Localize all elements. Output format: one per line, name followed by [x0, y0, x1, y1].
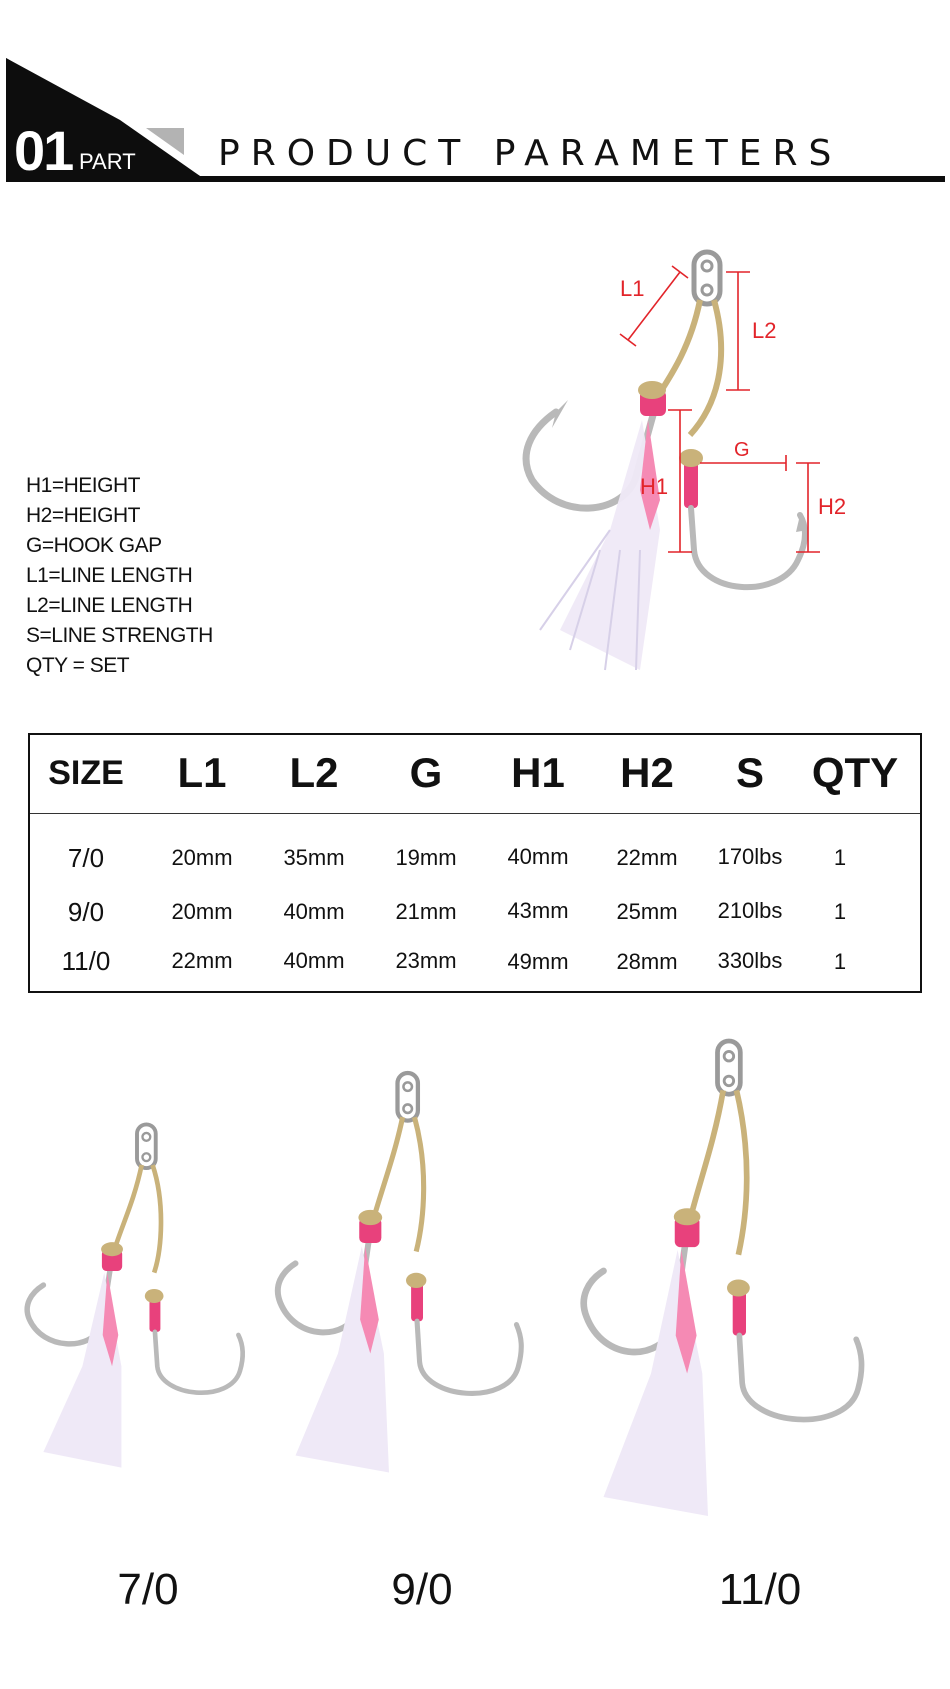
section-part-label: PART — [79, 149, 136, 174]
table-cell: 22mm — [171, 948, 233, 973]
table-header-l2: L2 — [289, 749, 339, 796]
parameter-legend — [26, 471, 213, 681]
table-cell: 43mm — [507, 898, 569, 923]
table-cell: 21mm — [395, 899, 457, 924]
legend-item-h2: H2=HEIGHT — [26, 504, 140, 527]
table-cell: 170lbs — [717, 844, 783, 869]
table-cell: 40mm — [283, 948, 345, 973]
table-cell: 7/0 — [67, 843, 105, 873]
table-cell: 1 — [833, 899, 847, 924]
table-header-size: SIZE — [48, 754, 124, 792]
size-label-11-0: 11/0 — [718, 1565, 802, 1614]
section-title: PRODUCT PARAMETERS — [218, 133, 843, 174]
table-cell: 40mm — [507, 844, 569, 869]
dim-label-h1: H1 — [640, 474, 669, 499]
table-cell: 20mm — [171, 899, 233, 924]
table-cell: 11/0 — [61, 946, 111, 976]
dim-label-l2: L2 — [752, 318, 777, 343]
table-header-qty: QTY — [811, 749, 899, 796]
table-cell: 1 — [833, 949, 847, 974]
table-header-s: S — [735, 749, 764, 796]
table-cell: 210lbs — [717, 898, 783, 923]
legend-item-l2: L2=LINE LENGTH — [26, 594, 193, 617]
hook-illustration-11-0 — [584, 1041, 862, 1516]
table-cell: 9/0 — [67, 897, 105, 927]
table-cell: 40mm — [283, 899, 345, 924]
table-header-h2: H2 — [620, 749, 674, 796]
size-label-9-0: 9/0 — [391, 1565, 453, 1614]
legend-item-h1: H1=HEIGHT — [26, 474, 140, 497]
legend-item-qty: QTY = SET — [26, 654, 130, 677]
table-cell: 22mm — [616, 845, 678, 870]
table-cell: 49mm — [507, 949, 569, 974]
table-cell: 330lbs — [717, 948, 783, 973]
legend-item-s: S=LINE STRENGTH — [26, 624, 213, 647]
dim-label-h2: H2 — [818, 494, 847, 519]
dim-label-l1: L1 — [620, 276, 645, 301]
table-cell: 19mm — [395, 845, 457, 870]
section-header — [0, 0, 950, 200]
legend-item-l1: L1=LINE LENGTH — [26, 564, 193, 587]
table-cell: 20mm — [171, 845, 233, 870]
table-cell: 35mm — [283, 845, 345, 870]
table-cell: 23mm — [395, 948, 457, 973]
table-header-l1: L1 — [177, 749, 227, 796]
table-cell: 1 — [833, 845, 847, 870]
size-label-7-0: 7/0 — [117, 1565, 179, 1614]
table-header-g: G — [409, 749, 443, 796]
hook-illustration-7-0 — [27, 1124, 243, 1467]
table-cell: 25mm — [616, 899, 678, 924]
table-cell: 28mm — [616, 949, 678, 974]
legend-item-g: G=HOOK GAP — [26, 534, 162, 557]
table-header-h1: H1 — [511, 749, 565, 796]
table-header-divider — [30, 813, 920, 814]
size-table — [28, 733, 922, 993]
hook-illustration-9-0 — [278, 1073, 521, 1473]
diagram-hook-illustration — [526, 252, 808, 670]
dim-label-g: G — [734, 439, 750, 461]
hook-size-illustrations — [0, 1040, 950, 1540]
section-number: 01 — [14, 119, 73, 182]
